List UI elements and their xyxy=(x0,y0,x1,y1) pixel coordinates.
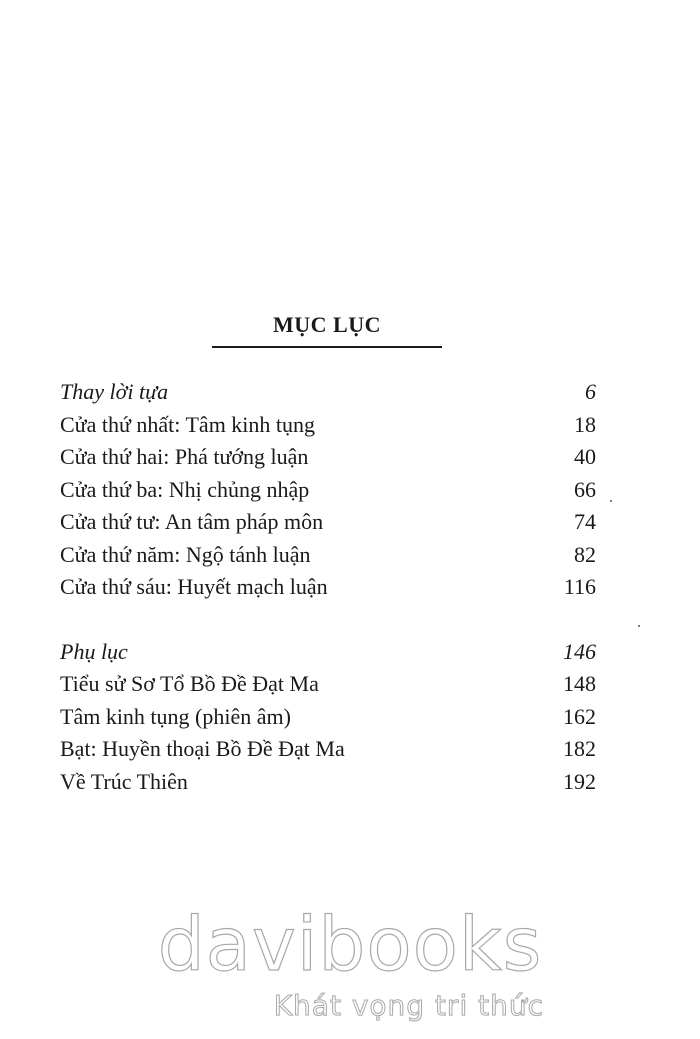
watermark-brand: davibooks xyxy=(157,902,543,988)
toc-entry xyxy=(60,409,596,442)
toc-entry-title: Thay lời tựa xyxy=(60,379,169,404)
toc-entry-title: Cửa thứ tư: An tâm pháp môn xyxy=(60,509,324,534)
toc-entry xyxy=(60,441,596,474)
toc-entry xyxy=(60,636,596,669)
toc-entry xyxy=(60,376,596,409)
toc-entry-page-number: 82 xyxy=(574,541,596,567)
toc-entry-title: Tâm kinh tụng (phiên âm) xyxy=(60,703,291,729)
toc-entry-title: Cửa thứ ba: Nhị chủng nhập xyxy=(60,476,310,502)
toc-entry xyxy=(60,701,596,734)
toc-group-main xyxy=(60,376,596,604)
toc-entry-title: Cửa thứ sáu: Huyết mạch luận xyxy=(60,574,328,599)
watermark-slogan: Khát vọng tri thức xyxy=(273,989,544,1022)
toc-entry-page-number: 40 xyxy=(574,444,596,469)
toc-entry-page-number: 182 xyxy=(563,736,596,761)
watermark xyxy=(150,902,550,1023)
toc-entry-page-number: 74 xyxy=(574,509,596,534)
toc-entry xyxy=(60,668,596,701)
toc-entry-title: Về Trúc Thiên xyxy=(60,768,188,794)
toc-entry-title: Bạt: Huyền thoại Bồ Đề Đạt Ma xyxy=(60,736,345,761)
toc-entry-title: Tiểu sử Sơ Tổ Bồ Đề Đạt Ma xyxy=(60,671,319,696)
toc-entry-page-number: 18 xyxy=(574,411,596,437)
toc-entry xyxy=(60,506,596,539)
toc-group-appendix xyxy=(60,636,596,799)
print-speck xyxy=(610,500,612,502)
toc-entry xyxy=(60,733,596,766)
toc-entry-title: Phụ lục xyxy=(60,638,128,664)
toc-entry-page-number: 192 xyxy=(563,768,596,794)
toc-entry-page-number: 148 xyxy=(563,671,596,696)
toc-entry xyxy=(60,766,596,799)
toc-entry-page-number: 162 xyxy=(563,703,596,729)
toc-entry xyxy=(60,571,596,604)
table-of-contents xyxy=(60,376,596,798)
toc-entry-page-number: 116 xyxy=(563,574,596,599)
page-title: MỤC LỤC xyxy=(273,312,381,337)
print-speck xyxy=(638,625,640,627)
toc-entry-title: Cửa thứ năm: Ngộ tánh luận xyxy=(60,541,311,567)
title-underline xyxy=(212,346,442,348)
toc-entry-page-number: 66 xyxy=(574,476,596,502)
toc-entry xyxy=(60,539,596,572)
toc-entry-title: Cửa thứ nhất: Tâm kinh tụng xyxy=(60,411,316,437)
toc-entry-title: Cửa thứ hai: Phá tướng luận xyxy=(60,444,309,469)
toc-entry-page-number: 6 xyxy=(585,379,596,404)
toc-entry xyxy=(60,474,596,507)
toc-entry-page-number: 146 xyxy=(563,638,596,664)
